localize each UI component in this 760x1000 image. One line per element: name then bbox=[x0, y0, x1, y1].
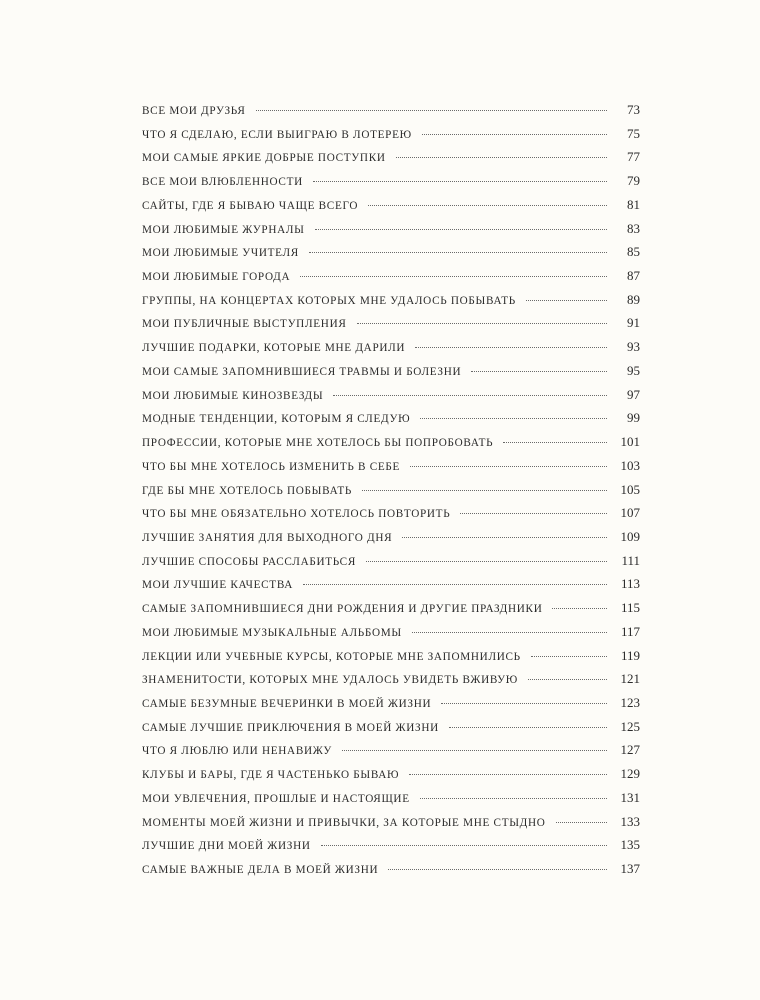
dot-leader bbox=[412, 632, 607, 633]
toc-entry-title: МОИ САМЫЕ ЗАПОМНИВШИЕСЯ ТРАВМЫ И БОЛЕЗНИ bbox=[142, 365, 462, 378]
toc-entry bbox=[142, 600, 640, 624]
toc-entry-page-number: 125 bbox=[620, 718, 640, 734]
toc-entry-title: МОИ ЛУЧШИЕ КАЧЕСТВА bbox=[142, 579, 294, 592]
dot-leader bbox=[409, 774, 607, 775]
dot-leader bbox=[415, 347, 607, 348]
dot-leader bbox=[368, 205, 607, 206]
toc-entry-title: ГДЕ БЫ МНЕ ХОТЕЛОСЬ ПОБЫВАТЬ bbox=[142, 484, 353, 497]
dot-leader bbox=[256, 110, 608, 111]
dot-leader bbox=[342, 750, 607, 751]
toc-entry-title: МОИ САМЫЕ ЯРКИЕ ДОБРЫЕ ПОСТУПКИ bbox=[142, 152, 386, 165]
toc-entry bbox=[142, 102, 640, 126]
toc-entry-title: ЧТО Я ЛЮБЛЮ ИЛИ НЕНАВИЖУ bbox=[142, 745, 332, 758]
toc-entry-page-number: 75 bbox=[627, 125, 640, 141]
dot-leader bbox=[449, 727, 607, 728]
toc-entry-page-number: 127 bbox=[620, 742, 640, 758]
toc-entry bbox=[142, 719, 640, 743]
toc-entry-page-number: 115 bbox=[620, 600, 640, 616]
toc-entry bbox=[142, 553, 640, 577]
toc-entry-page-number: 101 bbox=[620, 434, 640, 450]
dot-leader bbox=[528, 679, 607, 680]
toc-entry bbox=[142, 482, 640, 506]
dot-leader bbox=[410, 466, 607, 467]
toc-entry bbox=[142, 197, 640, 221]
toc-entry-page-number: 107 bbox=[620, 505, 640, 521]
toc-entry-page-number: 89 bbox=[627, 291, 640, 307]
toc-entry-title: ВСЕ МОИ ВЛЮБЛЕННОСТИ bbox=[142, 176, 303, 189]
toc-entry bbox=[142, 766, 640, 790]
dot-leader bbox=[422, 134, 607, 135]
toc-entry-title: МОИ ПУБЛИЧНЫЕ ВЫСТУПЛЕНИЯ bbox=[142, 318, 347, 331]
toc-entry-page-number: 79 bbox=[627, 173, 640, 189]
toc-entry bbox=[142, 315, 640, 339]
toc-entry-page-number: 85 bbox=[627, 244, 640, 260]
dot-leader bbox=[362, 490, 607, 491]
toc-entry-page-number: 135 bbox=[620, 837, 640, 853]
toc-entry bbox=[142, 814, 640, 838]
toc-entry bbox=[142, 505, 640, 529]
toc-entry-page-number: 137 bbox=[620, 861, 640, 876]
dot-leader bbox=[313, 181, 607, 182]
dot-leader bbox=[460, 513, 607, 514]
toc-entry-title: МОИ ЛЮБИМЫЕ КИНОЗВЕЗДЫ bbox=[142, 389, 324, 402]
toc-entry-page-number: 73 bbox=[627, 102, 640, 117]
toc-entry-page-number: 129 bbox=[620, 766, 640, 782]
toc-entry-page-number: 81 bbox=[627, 196, 640, 212]
toc-entry bbox=[142, 742, 640, 766]
toc-entry bbox=[142, 790, 640, 814]
toc-entry bbox=[142, 126, 640, 150]
toc-entry-title: МОИ ЛЮБИМЫЕ ЖУРНАЛЫ bbox=[142, 223, 305, 236]
toc-entry bbox=[142, 695, 640, 719]
toc-entry bbox=[142, 648, 640, 672]
toc-entry bbox=[142, 339, 640, 363]
toc-entry-page-number: 117 bbox=[620, 623, 640, 639]
dot-leader bbox=[388, 869, 607, 870]
toc-entry-page-number: 111 bbox=[621, 552, 640, 568]
dot-leader bbox=[526, 300, 607, 301]
toc-entry bbox=[142, 244, 640, 268]
toc-entry bbox=[142, 149, 640, 173]
dot-leader bbox=[300, 276, 607, 277]
dot-leader bbox=[471, 371, 607, 372]
toc-entry-title: МОИ ЛЮБИМЫЕ МУЗЫКАЛЬНЫЕ АЛЬБОМЫ bbox=[142, 626, 402, 639]
toc-entry-page-number: 133 bbox=[620, 813, 640, 829]
toc-entry-title: МОИ ЛЮБИМЫЕ ГОРОДА bbox=[142, 271, 291, 284]
toc-entry-page-number: 113 bbox=[620, 576, 640, 592]
toc-entry bbox=[142, 837, 640, 861]
toc-entry bbox=[142, 268, 640, 292]
toc-entry-title: САЙТЫ, ГДЕ Я БЫВАЮ ЧАЩЕ ВСЕГО bbox=[142, 199, 359, 212]
toc-entry-title: ПРОФЕССИИ, КОТОРЫЕ МНЕ ХОТЕЛОСЬ БЫ ПОПРОБОВАТЬ bbox=[142, 437, 494, 450]
dot-leader bbox=[315, 229, 607, 230]
dot-leader bbox=[366, 561, 607, 562]
toc-entry bbox=[142, 434, 640, 458]
toc-entry-page-number: 119 bbox=[620, 647, 640, 663]
toc-entry-page-number: 83 bbox=[627, 220, 640, 236]
toc-entry-title: ЗНАМЕНИТОСТИ, КОТОРЫХ МНЕ УДАЛОСЬ УВИДЕТЬ ВЖИВУЮ bbox=[142, 674, 518, 687]
dot-leader bbox=[420, 418, 607, 419]
toc-entry bbox=[142, 221, 640, 245]
dot-leader bbox=[552, 608, 607, 609]
toc-entry-page-number: 103 bbox=[620, 457, 640, 473]
toc-entry-title: ЧТО Я СДЕЛАЮ, ЕСЛИ ВЫИГРАЮ В ЛОТЕРЕЮ bbox=[142, 128, 412, 141]
toc-entry-title: ЛУЧШИЕ ПОДАРКИ, КОТОРЫЕ МНЕ ДАРИЛИ bbox=[142, 342, 406, 355]
toc-entry-title: МОДНЫЕ ТЕНДЕНЦИИ, КОТОРЫМ Я СЛЕДУЮ bbox=[142, 413, 411, 426]
dot-leader bbox=[531, 656, 607, 657]
toc-entry bbox=[142, 363, 640, 387]
toc-entry-page-number: 77 bbox=[627, 149, 640, 165]
toc-entry-title: САМЫЕ БЕЗУМНЫЕ ВЕЧЕРИНКИ В МОЕЙ ЖИЗНИ bbox=[142, 697, 432, 710]
toc-entry-title: МОИ УВЛЕЧЕНИЯ, ПРОШЛЫЕ И НАСТОЯЩИЕ bbox=[142, 792, 410, 805]
toc-entry-page-number: 87 bbox=[627, 268, 640, 284]
toc-entry-page-number: 123 bbox=[620, 694, 640, 710]
toc-entry-page-number: 91 bbox=[627, 315, 640, 331]
toc-entry bbox=[142, 576, 640, 600]
toc-entry bbox=[142, 671, 640, 695]
toc-entry-title: ЧТО БЫ МНЕ ОБЯЗАТЕЛЬНО ХОТЕЛОСЬ ПОВТОРИТЬ bbox=[142, 508, 451, 521]
toc-entry-title: ВСЕ МОИ ДРУЗЬЯ bbox=[142, 105, 246, 117]
toc-entry-page-number: 97 bbox=[627, 386, 640, 402]
toc-entry-title: ЛУЧШИЕ ЗАНЯТИЯ ДЛЯ ВЫХОДНОГО ДНЯ bbox=[142, 531, 393, 544]
dot-leader bbox=[556, 822, 607, 823]
dot-leader bbox=[402, 537, 607, 538]
toc-entry-page-number: 109 bbox=[620, 528, 640, 544]
toc-entry-title: САМЫЕ ЗАПОМНИВШИЕСЯ ДНИ РОЖДЕНИЯ И ДРУГИЕ ПРАЗДНИКИ bbox=[142, 603, 543, 616]
toc-entry bbox=[142, 624, 640, 648]
toc-entry bbox=[142, 173, 640, 197]
toc-entry bbox=[142, 529, 640, 553]
toc-entry-page-number: 121 bbox=[620, 671, 640, 687]
toc-entry bbox=[142, 387, 640, 411]
toc-entry-title: МОИ ЛЮБИМЫЕ УЧИТЕЛЯ bbox=[142, 247, 299, 260]
toc-entry-page-number: 93 bbox=[627, 339, 640, 355]
toc-entry bbox=[142, 410, 640, 434]
dot-leader bbox=[321, 845, 607, 846]
toc-entry bbox=[142, 292, 640, 316]
toc-entry-page-number: 95 bbox=[627, 362, 640, 378]
dot-leader bbox=[309, 252, 607, 253]
table-of-contents bbox=[142, 102, 640, 885]
dot-leader bbox=[420, 798, 607, 799]
toc-entry bbox=[142, 861, 640, 885]
toc-entry-title: ЛЕКЦИИ ИЛИ УЧЕБНЫЕ КУРСЫ, КОТОРЫЕ МНЕ ЗАПОМНИЛИСЬ bbox=[142, 650, 521, 663]
toc-entry-title: ЛУЧШИЕ ДНИ МОЕЙ ЖИЗНИ bbox=[142, 840, 311, 853]
toc-entry-title: САМЫЕ ЛУЧШИЕ ПРИКЛЮЧЕНИЯ В МОЕЙ ЖИЗНИ bbox=[142, 721, 439, 734]
toc-entry-page-number: 105 bbox=[620, 481, 640, 497]
dot-leader bbox=[303, 584, 607, 585]
toc-entry-title: ЧТО БЫ МНЕ ХОТЕЛОСЬ ИЗМЕНИТЬ В СЕБЕ bbox=[142, 460, 401, 473]
toc-entry-title: МОМЕНТЫ МОЕЙ ЖИЗНИ И ПРИВЫЧКИ, ЗА КОТОРЫЕ МНЕ СТЫДНО bbox=[142, 816, 546, 829]
toc-entry-title: ГРУППЫ, НА КОНЦЕРТАХ КОТОРЫХ МНЕ УДАЛОСЬ ПОБЫВАТЬ bbox=[142, 294, 516, 307]
dot-leader bbox=[357, 323, 607, 324]
toc-entry-title: САМЫЕ ВАЖНЫЕ ДЕЛА В МОЕЙ ЖИЗНИ bbox=[142, 864, 379, 876]
toc-entry-title: КЛУБЫ И БАРЫ, ГДЕ Я ЧАСТЕНЬКО БЫВАЮ bbox=[142, 769, 400, 782]
toc-entry-page-number: 99 bbox=[627, 410, 640, 426]
toc-entry-title: ЛУЧШИЕ СПОСОБЫ РАССЛАБИТЬСЯ bbox=[142, 555, 356, 568]
dot-leader bbox=[396, 157, 607, 158]
dot-leader bbox=[503, 442, 607, 443]
toc-entry-page-number: 131 bbox=[620, 789, 640, 805]
dot-leader bbox=[333, 395, 607, 396]
toc-entry bbox=[142, 458, 640, 482]
dot-leader bbox=[441, 703, 607, 704]
